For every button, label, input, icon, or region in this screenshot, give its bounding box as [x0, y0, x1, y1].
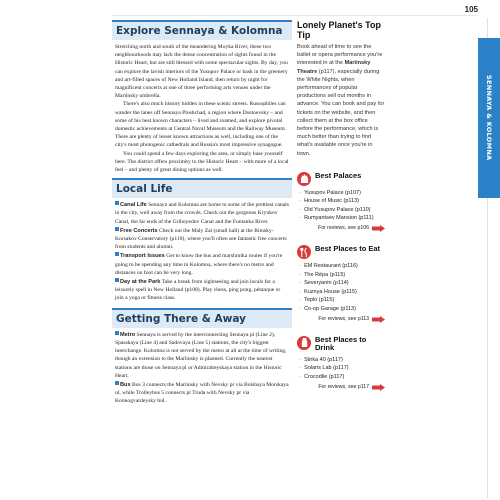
list-item: – Stirka 40 (p117) [299, 356, 343, 363]
local-life-list [112, 198, 292, 307]
review-link[interactable]: For reviews, see p113 [297, 316, 385, 322]
best-places-to-eat [297, 245, 385, 321]
best-title: Best Places to Eat [315, 244, 381, 254]
bullet-icon [115, 331, 119, 335]
item-title: Canal Life [120, 202, 147, 209]
explore-body [112, 40, 292, 178]
list-item: – Co-op Garage (p113) [299, 305, 356, 312]
list-item: – House of Music (p113) [299, 198, 359, 205]
local-life-section [112, 178, 292, 307]
list-item: – Yusupov Palace (p107) [299, 189, 361, 196]
tip-highlight: Mariinsky Theatre [297, 60, 371, 75]
local-life-heading: Local Life [112, 178, 292, 198]
palace-icon [297, 172, 311, 186]
list-item: – Severyanin (p114) [299, 280, 349, 287]
list-item [115, 278, 289, 303]
best-title: Best Places to Drink [315, 334, 367, 353]
item-text: Check out the Maly Zal (small hall) at the Rimsky-Korsakov Conservatory (p118), where you'll often see fantastic free concerts from students and alumni. [115, 227, 287, 251]
list-item: – Rumyantsev Mansion (p111) [299, 215, 374, 222]
bullet-icon [115, 278, 119, 282]
bullet-icon [115, 227, 119, 231]
list-item: – Solaris Lab (p117) [299, 365, 349, 372]
list-item: – Teplo (p115) [299, 297, 335, 304]
explore-paragraph: Stretching north and south of the meandering Moyka River, these two neighbourhoods may lack the dense concentration of sights found in the Historic Heart, but are still blessed with some spectacular sights. By day, you can explore the lavish interiors of the Yusupov Palace or bask in the greenery and art-filled spaces of New Holland Island, then return by night for magnificent concerts at one of three performing arts venues under the Mariinsky umbrella. [115, 44, 288, 100]
sidebar [297, 20, 385, 390]
bullet-icon [115, 252, 119, 256]
page-number: 105 [464, 5, 478, 14]
list-item [115, 331, 289, 380]
list-item [115, 381, 289, 406]
best-places-to-drink [297, 336, 385, 390]
item-text: Sennaya is served by the interconnecting Sennaya pl (Line 2), Spasskaya (Line 4) and Sadovaya (Line 5) stations, the city's biggest interchange. Kolomna is not served by the metro at all at the time of writing, though an extension to the Mariinsky is planned. Currently the nearest stations are those on Sennaya pl or Admiralteyskaya station in the Historic Heart. [115, 331, 287, 379]
best-header [297, 336, 385, 353]
chapter-tab [478, 38, 500, 198]
getting-there-list [112, 328, 292, 411]
bullet-icon [115, 381, 119, 385]
list-item: – EM Restaurant (p116) [299, 263, 358, 270]
top-rule [112, 15, 478, 16]
chapter-tab-label: SENNAYA & KOLOMNA [485, 75, 493, 161]
explore-section [112, 20, 292, 178]
getting-there-section [112, 308, 292, 411]
list-item [115, 201, 289, 226]
list-item: – Old Yusupov Palace (p110) [299, 206, 371, 213]
list-item [115, 227, 289, 252]
tip-text: (p117), especially during the White Nights, when performances of popular productions sell out months in advance. You can book and pay for tickets on the website, and then collect them at the box office before the performance, which is much better than trying to find what's available once you're in town. [297, 68, 385, 157]
list-item: – The Répa (p115) [299, 271, 346, 278]
best-palaces [297, 172, 385, 232]
drink-icon [297, 336, 311, 350]
item-title: Metro [120, 331, 136, 338]
item-title: Bus [120, 381, 131, 388]
explore-paragraph: There's also much history hidden in these scenic streets. Russophiles can wander the lanes off Sennaya Ploshchad, a region where Dostoevsky – and some of his best known characters – lived and roamed, and explore pivotal domestic achievements at Central Naval Museum and the Railway Museum. There are plenty of lesser known attractions as well, including one of the city's most photogenic cathedrals and Russia's most impressive synagogue. [115, 101, 287, 149]
review-link[interactable]: For reviews, see p117 [297, 384, 385, 390]
item-title: Free Concerts [120, 227, 158, 234]
list-item: – Kuznya House (p115) [299, 288, 357, 295]
arrow-right-icon [372, 384, 385, 391]
arrow-right-icon [372, 316, 385, 323]
best-header [297, 172, 385, 186]
item-text: Get to know the bus and marshrutka routes if you're going to be spending any time in Kolomna, where there's no metro and distances on foot can be very long. [115, 253, 283, 276]
item-text: Take a break from sightseeing and join locals for a leisurely spell in New Holland (p108). Play chess, ping pong, pétanque or join a yoga or fitness class. [115, 279, 281, 302]
explore-paragraph: You could spend a few days exploring the area, or simply base yourself here. The district offers proximity to the Historic Heart – with more of a local feel – and plenty of great dining options as well. [115, 150, 289, 174]
best-list [297, 262, 385, 312]
item-title: Transport Issues [120, 253, 165, 260]
item-text: Sennaya and Kolomna are home to some of the prettiest canals in the city, well away from the crowds. Check out the gorgeous Kryukov Canal, the far ends of the Griboyedov Canal and the Fontanka River. [115, 202, 289, 225]
bullet-icon [115, 201, 119, 205]
tip-text: Book ahead of time to see the ballet or opera performance you're interested in at the [297, 44, 383, 67]
top-tip-box [297, 20, 385, 158]
item-title: Day at the Park [120, 279, 161, 286]
getting-there-heading: Getting There & Away [112, 308, 292, 328]
main-column [112, 20, 292, 411]
best-title: Best Palaces [315, 170, 362, 180]
review-link[interactable]: For reviews, see p106 [297, 225, 385, 231]
arrow-right-icon [372, 225, 385, 232]
dining-icon [297, 245, 311, 259]
best-header [297, 245, 385, 259]
top-tip-body [297, 43, 385, 158]
list-item [115, 252, 289, 277]
item-text: Bus 3 connects the Mariinsky with Nevsky pr via Bolshaya Morskaya ul, while Trolleybus 5 connects pl Truda with Nevsky pr via Konnogvardeysky bul. [115, 381, 289, 405]
list-item: – Crocodile (p117) [299, 373, 345, 380]
best-list [297, 356, 385, 381]
top-tip-title: Lonely Planet's Top Tip [297, 20, 381, 40]
best-list [297, 189, 385, 223]
explore-heading: Explore Sennaya & Kolomna [112, 20, 292, 40]
